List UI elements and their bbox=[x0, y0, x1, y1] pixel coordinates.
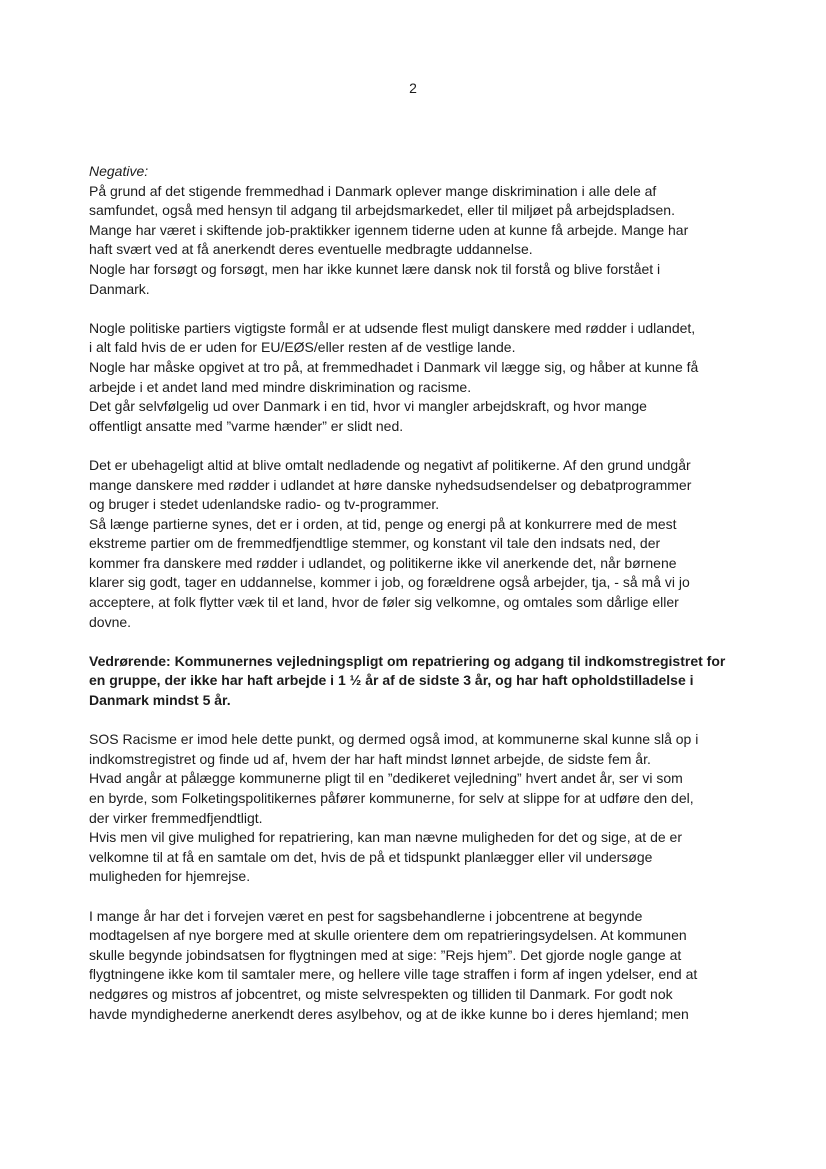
paragraph-4: SOS Racisme er imod hele dette punkt, og dermed også imod, at kommunerne skal kunne slå op i indkomstregistret og finde ud af, hvem der har haft mindst lønnet arbejde, de sidste fem år. Hvad angår at pålægge kommunerne pligt til en ”dedikeret vejledning” hvert andet år, ser vi som en byrde, som Folketingspolitikernes påfører kommunerne, for selv at slippe for at udføre den del, der virker fremmedfjendtligt. Hvis men vil give mulighed for repatriering, kan man nævne muligheden for det og sige, at de er velkomne til at få en samtale om det, hvis de på et tidspunkt planlægger eller vil undersøge muligheden for hjemrejse. bbox=[89, 731, 699, 885]
paragraph-3: Det er ubehageligt altid at blive omtalt nedladende og negativt af politikerne. Af den grund undgår mange danskere med rødder i udlandet at høre danske nyhedsudsendelser og debatprogrammer og bruger i stedet udenlandske radio- og tv-programmer. Så længe partierne synes, det er i orden, at tid, penge og energi på at konkurrere med de mest ekstreme partier om de fremmedfjendtlige stemmer, og konstant vil tale den indsats ned, der kommer fra danskere med rødder i udlandet, og politikerne ikke vil anerkende det, når børnene klarer sig godt, tager en uddannelse, kommer i job, og forældrene også arbejder, tja, - så må vi jo acceptere, at folk flytter væk til et land, hvor de føler sig velkomne, og omtales som dårlige eller dovne. bbox=[89, 456, 692, 630]
paragraph-gap bbox=[89, 632, 749, 652]
paragraph-2: Nogle politiske partiers vigtigste formål er at udsende flest muligt danskere med rødder i udlandet, i alt fald hvis de er uden for EU/EØS/eller resten af de vestlige lande. Nogle har måske opgivet at tro på, at fremmedhadet i Danmark vil lægge sig, og håber at kunne få arbejde i et andet land med mindre diskrimination og racisme. Det går selvfølgelig ud over Danmark i en tid, hvor vi mangler arbejdskraft, og hvor mange offentligt ansatte med ”varme hænder” er slidt ned. bbox=[89, 319, 699, 434]
paragraph-5: I mange år har det i forvejen været en pest for sagsbehandlerne i jobcentrene at begynde modtagelsen af nye borgere med at skulle orientere dem om repatrieringsydelsen. At kommunen skulle begynde jobindsatsen for flygtningen med at sige: ”Rejs hjem”. Det gjorde nogle gange at flygtningene ikke kom til samtaler mere, og hellere ville tage straffen i form af ingen ydelser, end at nedgøres og mistros af jobcentret, og miste selvrespekten og tilliden til Danmark. For godt nok havde myndighederne anerkendt deres asylbehov, og at de ikke kunne bo i deres hjemland; men bbox=[89, 907, 698, 1022]
section-label: Negative: bbox=[89, 163, 149, 179]
page-number: 2 bbox=[409, 80, 417, 96]
document-body bbox=[89, 162, 749, 1024]
paragraph-gap bbox=[89, 299, 749, 319]
paragraph-gap bbox=[89, 436, 749, 456]
paragraph-1: På grund af det stigende fremmedhad i Danmark oplever mange diskrimination i alle dele af samfundet, også med hensyn til adgang til arbejdsmarkedet, eller til miljøet på arbejdspladsen. Mange har været i skiftende job-praktikker igennem tiderne uden at kunne få arbejde. Mange har haft svært ved at få anerkendt deres eventuelle medbragte uddannelse. Nogle har forsøgt og forsøgt, men har ikke kunnet lære dansk nok til forstå og blive forstået i Danmark. bbox=[89, 182, 689, 297]
section-heading: Vedrørende: Kommunernes vejledningspligt om repatriering og adgang til indkomstregistret for en gruppe, der ikke har haft arbejde i 1 ½ år af de sidste 3 år, og har haft opholdstilladelse i Danmark mindst 5 år. bbox=[89, 652, 726, 709]
paragraph-gap bbox=[89, 887, 749, 907]
paragraph-gap bbox=[89, 711, 749, 731]
